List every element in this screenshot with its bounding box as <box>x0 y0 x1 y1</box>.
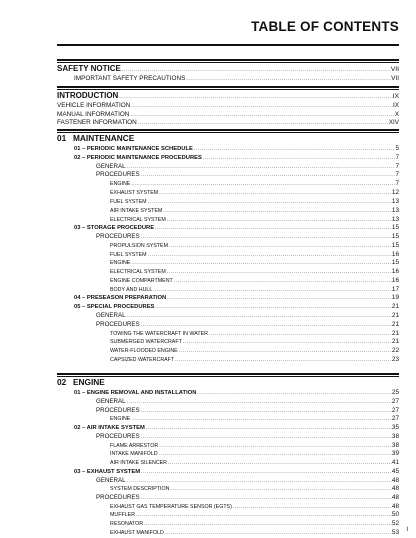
toc-entry[interactable]: AIR INTAKE SYSTEM ..... 13 <box>57 205 399 214</box>
toc-entry[interactable]: 02 – PERIODIC MAINTENANCE PROCEDURES ..... 7 <box>57 152 399 161</box>
toc-entry[interactable]: AIR INTAKE SILENCER ..... 41 <box>57 457 399 466</box>
toc-entry[interactable]: VEHICLE INFORMATION ..... IX <box>57 100 399 109</box>
toc-entry[interactable]: IMPORTANT SAFETY PRECAUTIONS ..... VII <box>57 73 399 82</box>
section-rule <box>57 132 399 133</box>
toc-entry[interactable]: INTAKE MANIFOLD ..... 39 <box>57 448 399 457</box>
section-heading: ENGINE <box>73 378 105 387</box>
toc-entry[interactable]: EXHAUST MANIFOLD ..... 53 <box>57 527 399 536</box>
toc-entry[interactable]: FASTENER INFORMATION ..... XIV <box>57 117 399 126</box>
toc-entry[interactable]: ELECTRICAL SYSTEM ..... 13 <box>57 214 399 223</box>
section-maintenance <box>57 129 399 132</box>
toc-entry[interactable]: FUEL SYSTEM ..... 16 <box>57 249 399 258</box>
page-number: I <box>406 527 408 533</box>
toc-entry[interactable]: PROPULSION SYSTEM ..... 15 <box>57 240 399 249</box>
section-rule <box>57 59 399 61</box>
toc-entry[interactable]: GENERAL ..... 21 <box>57 310 399 319</box>
toc-entry[interactable]: INTRODUCTION ..... IX <box>57 91 399 100</box>
page-ref: VII <box>390 66 399 73</box>
section-heading: SAFETY NOTICE <box>57 64 121 73</box>
toc-entry[interactable]: SUBMERGED WATERCRAFT ..... 21 <box>57 336 399 345</box>
toc-entry[interactable]: 02 – AIR INTAKE SYSTEM ..... 35 <box>57 422 399 431</box>
toc-entry[interactable]: PROCEDURES ..... 27 <box>57 405 399 414</box>
section-number: 01 <box>57 134 67 143</box>
toc-entry[interactable]: TOWING THE WATERCRAFT IN WATER ..... 21 <box>57 328 399 337</box>
section-rule <box>57 373 399 375</box>
toc-entry[interactable]: WATER-FLOODED ENGINE ..... 22 <box>57 345 399 354</box>
toc-entry[interactable]: GENERAL ..... 7 <box>57 161 399 170</box>
section-rule <box>57 89 399 90</box>
section-intro <box>57 86 399 89</box>
section-rule <box>57 62 399 63</box>
toc-entry[interactable]: 01 – PERIODIC MAINTENANCE SCHEDULE ..... 5 <box>57 143 399 152</box>
title-rule <box>57 44 399 46</box>
toc-entry[interactable] <box>57 64 399 73</box>
toc-entry[interactable]: 01 – ENGINE REMOVAL AND INSTALLATION ..... 25 <box>57 387 399 396</box>
toc-entry[interactable]: 03 – EXHAUST SYSTEM ..... 45 <box>57 466 399 475</box>
toc-entry[interactable]: 03 – STORAGE PROCEDURE ..... 15 <box>57 222 399 231</box>
section-rule <box>57 376 399 377</box>
section-heading: MAINTENANCE <box>73 134 135 143</box>
section-rule <box>57 86 399 88</box>
toc-entry[interactable]: PROCEDURES ..... 7 <box>57 169 399 178</box>
toc-entry[interactable]: GENERAL ..... 48 <box>57 475 399 484</box>
section-heading: INTRODUCTION <box>57 91 119 100</box>
toc-entry[interactable]: FUEL SYSTEM ..... 13 <box>57 196 399 205</box>
toc-entry[interactable]: MUFFLER ..... 50 <box>57 509 399 518</box>
section-number: 02 <box>57 378 67 387</box>
toc-entry[interactable]: EXHAUST SYSTEM ..... 12 <box>57 187 399 196</box>
toc-entry[interactable]: PROCEDURES ..... 48 <box>57 492 399 501</box>
toc-entry[interactable]: PROCEDURES ..... 21 <box>57 319 399 328</box>
toc-entry[interactable]: SYSTEM DESCRIPTION ..... 48 <box>57 483 399 492</box>
toc-entry[interactable]: FLAME ARRESTOR ..... 38 <box>57 440 399 449</box>
section-engine <box>57 373 399 376</box>
toc-entry[interactable]: ENGINE COMPARTMENT ..... 16 <box>57 275 399 284</box>
section-rule <box>57 129 399 131</box>
toc-entry[interactable]: ENGINE ..... 7 <box>57 178 399 187</box>
toc-entry[interactable]: PROCEDURES ..... 15 <box>57 231 399 240</box>
toc-entry[interactable]: ENGINE ..... 15 <box>57 257 399 266</box>
section-safety <box>57 59 399 62</box>
toc-entry[interactable]: RESONATOR ..... 52 <box>57 518 399 527</box>
toc-entry[interactable]: 05 – SPECIAL PROCEDURES ..... 21 <box>57 301 399 310</box>
toc-entry[interactable]: EXHAUST GAS TEMPERATURE SENSOR (EGTS) ..... 48 <box>57 501 399 510</box>
toc-entry[interactable] <box>57 378 399 387</box>
toc-entry[interactable]: ELECTRICAL SYSTEM ..... 16 <box>57 266 399 275</box>
toc-entry[interactable]: CAPSIZED WATERCRAFT ..... 23 <box>57 354 399 363</box>
toc-entry[interactable]: MANUAL INFORMATION ..... X <box>57 109 399 118</box>
toc-entry[interactable] <box>57 134 399 143</box>
toc-entry[interactable]: 04 – PRESEASON PREPARATION ..... 19 <box>57 292 399 301</box>
toc-entry[interactable]: BODY AND HULL ..... 17 <box>57 284 399 293</box>
toc-entry[interactable]: ENGINE ..... 27 <box>57 413 399 422</box>
toc-entry[interactable]: GENERAL ..... 27 <box>57 396 399 405</box>
toc-entry[interactable]: PROCEDURES ..... 38 <box>57 431 399 440</box>
page-title: TABLE OF CONTENTS <box>251 19 399 34</box>
